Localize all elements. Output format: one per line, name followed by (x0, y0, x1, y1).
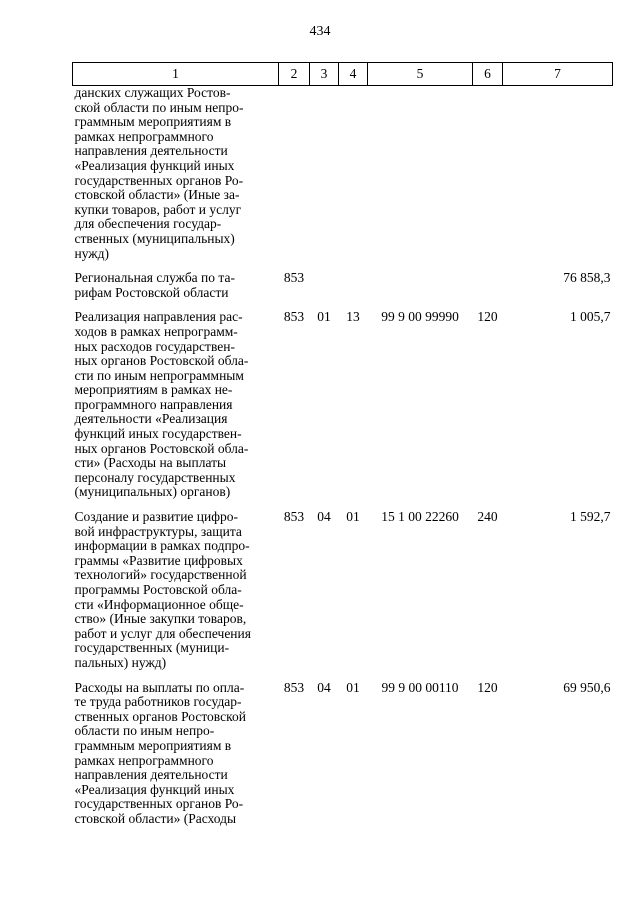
table-body (73, 86, 613, 827)
budget-table (72, 62, 613, 827)
description-line: рифам Ростовской области (74, 284, 229, 300)
description-line: пальных) нужд) (74, 654, 167, 670)
description-line: Создание и развитие цифро- (74, 509, 238, 525)
description-line: технологий» государственной (74, 567, 247, 583)
description-line: государственных органов Ро- (74, 172, 244, 188)
section-cell (310, 86, 339, 262)
description-line: те труда работников государ- (74, 694, 242, 710)
description-line: государственных органов Ро- (74, 796, 244, 812)
description-line: Реализация направления рас- (74, 309, 243, 325)
section-cell: 04 (317, 509, 331, 525)
expense-type-cell: 120 (477, 309, 498, 325)
description-line: ных органов Ростовской обла- (74, 353, 249, 369)
amount-cell (503, 86, 613, 262)
section-cell: 04 (317, 679, 331, 695)
description-line: данских служащих Ростов- (74, 85, 231, 100)
description-cell (73, 271, 279, 300)
grbs-cell: 853 (283, 309, 305, 325)
description-line: программного направления (74, 396, 233, 412)
description-line: граммным мероприятиям в (74, 737, 232, 753)
expense-type-cell (473, 86, 503, 262)
description-line: купки товаров, работ и услуг (74, 201, 242, 217)
amount-cell: 1 592,7 (570, 509, 611, 525)
target-article-cell: 99 9 00 99990 (381, 309, 459, 325)
description-line: Региональная служба по та- (74, 270, 235, 286)
target-article-cell (368, 271, 473, 300)
description-line: сти по иным непрограммным (74, 367, 244, 383)
expense-type-cell (473, 271, 503, 300)
subsection-cell: 13 (346, 309, 360, 325)
description-line: ственных (муниципальных) (74, 230, 235, 246)
description-line: рамках непрограммного (74, 128, 214, 144)
column-header-3: 3 (310, 63, 339, 86)
table-header-row (73, 63, 613, 86)
description-line: деятельности «Реализация (74, 411, 228, 427)
amount-cell: 76 858,3 (563, 270, 611, 286)
amount-cell: 1 005,7 (570, 309, 611, 325)
description-line: для обеспечения государ- (74, 216, 222, 232)
table-row (73, 86, 613, 262)
description-line: направления деятельности (74, 767, 228, 783)
description-cell (73, 310, 279, 500)
description-cell (73, 86, 279, 262)
description-line: программы Ростовской обла- (74, 582, 242, 597)
description-line: стовской области» (Расходы (74, 810, 237, 826)
grbs-cell: 853 (283, 679, 305, 695)
description-line: ных органов Ростовской обла- (74, 440, 249, 456)
description-line: ство» (Иные закупки товаров, (74, 611, 247, 627)
description-line: «Реализация функций иных (74, 157, 235, 173)
grbs-cell: 853 (283, 270, 305, 286)
expense-type-cell: 120 (477, 679, 498, 695)
description-line: ходов в рамках непрограмм- (74, 323, 238, 339)
description-line: области по иным непро- (74, 723, 215, 739)
description-line: функций иных государствен- (74, 426, 242, 442)
description-line: Расходы на выплаты по опла- (74, 679, 245, 695)
table-row (73, 510, 613, 671)
column-header-2: 2 (279, 63, 310, 86)
description-line: нужд) (74, 245, 109, 261)
description-line: (муниципальных) органов) (74, 484, 231, 500)
target-article-cell: 15 1 00 22260 (381, 509, 459, 525)
description-line: ской области по иным непро- (74, 99, 244, 115)
description-line: государственных (муници- (74, 640, 230, 656)
section-cell: 01 (317, 309, 331, 325)
target-article-cell (368, 86, 473, 262)
expense-type-cell: 240 (477, 509, 498, 525)
description-cell (73, 681, 279, 827)
subsection-cell: 01 (346, 509, 360, 525)
description-line: граммы «Развитие цифровых (74, 552, 243, 568)
description-line: персоналу государственных (74, 469, 236, 485)
column-header-1: 1 (73, 63, 279, 86)
column-header-7: 7 (503, 63, 613, 86)
column-header-4: 4 (339, 63, 368, 86)
description-line: ных расходов государствен- (74, 338, 235, 354)
description-line: «Реализация функций иных (74, 781, 235, 797)
subsection-cell (339, 86, 368, 262)
subsection-cell (339, 271, 368, 300)
description-line: сти» (Расходы на выплаты (74, 455, 227, 471)
table-row (73, 310, 613, 500)
description-line: информации в рамках подпро- (74, 538, 250, 554)
description-line: граммным мероприятиям в (74, 114, 232, 130)
description-line: стовской области» (Иные за- (74, 187, 240, 203)
table-row (73, 271, 613, 300)
target-article-cell: 99 9 00 00110 (381, 679, 459, 695)
section-cell (310, 271, 339, 300)
description-line: ственных органов Ростовской (74, 708, 246, 724)
description-line: сти «Информационное обще- (74, 596, 244, 612)
description-line: мероприятиям в рамках не- (74, 382, 233, 398)
column-header-6: 6 (473, 63, 503, 86)
description-cell (73, 510, 279, 671)
table-row (73, 681, 613, 827)
description-line: направления деятельности (74, 143, 228, 159)
grbs-cell (279, 86, 310, 262)
description-line: работ и услуг для обеспечения (74, 625, 251, 641)
description-line: рамках непрограммного (74, 752, 214, 768)
column-header-5: 5 (368, 63, 473, 86)
amount-cell: 69 950,6 (563, 679, 611, 695)
description-line: вой инфраструктуры, защита (74, 523, 242, 539)
page-number: 434 (309, 24, 331, 39)
grbs-cell: 853 (283, 509, 305, 525)
subsection-cell: 01 (346, 679, 360, 695)
